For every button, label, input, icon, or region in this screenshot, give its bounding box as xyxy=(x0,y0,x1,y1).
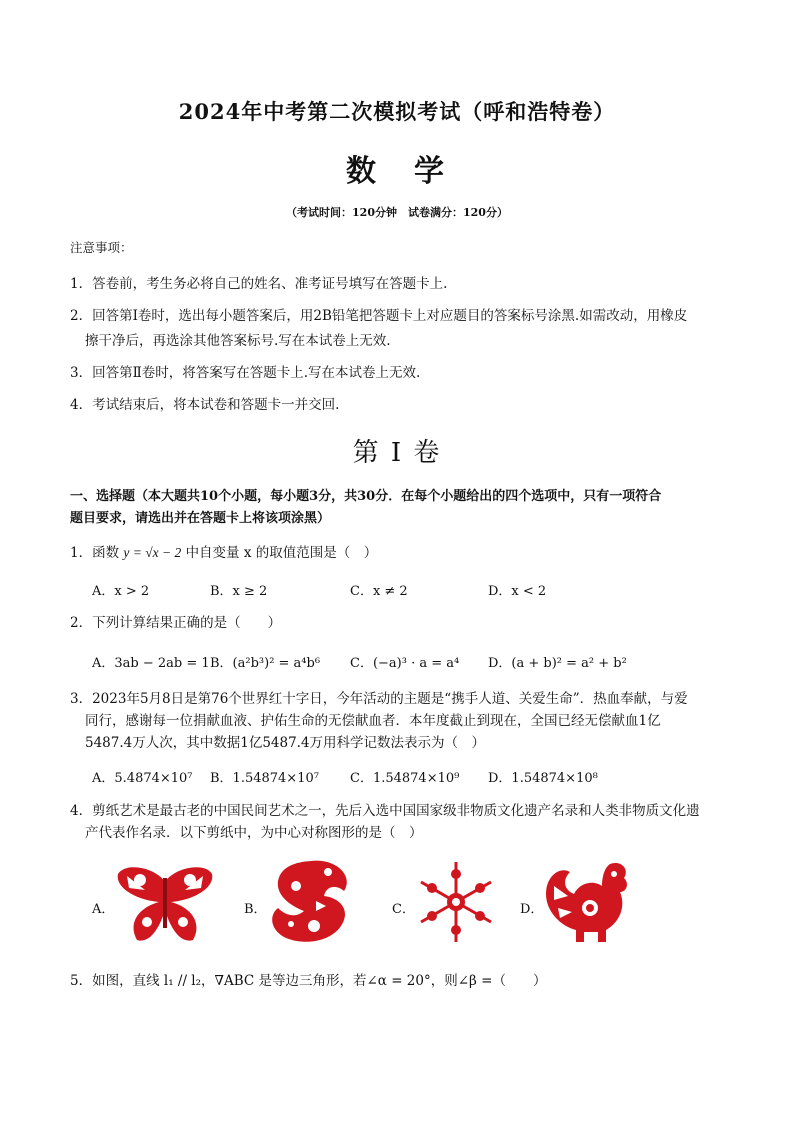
q1-prefix: 1．函数 xyxy=(70,545,120,561)
papercut-snowflake-image xyxy=(414,858,498,946)
note-2-cont: 擦干净后，再选涂其他答案标号.写在本试卷上无效. xyxy=(85,333,391,349)
q3-option-b: B．1.54874×10⁷ xyxy=(210,771,319,786)
q1-option-b: B．x ≥ 2 xyxy=(210,584,268,599)
q4-label-c: C． xyxy=(392,902,415,917)
papercut-dragon-image xyxy=(266,856,356,948)
q2-option-b: B．(a²b³)² = a⁴b⁶ xyxy=(210,656,321,671)
section-instruction-1: 一、选择题（本大题共10个小题，每小题3分，共30分．在每个小题给出的四个选项中，只有一项符合 xyxy=(70,489,662,504)
q4-label-b: B． xyxy=(244,902,267,917)
q1-suffix: 中自变量 x 的取值范围是（ ） xyxy=(185,545,378,561)
note-4: 4．考试结束后，将本试卷和答题卡一并交回. xyxy=(70,397,340,413)
notes-heading: 注意事项： xyxy=(70,240,133,255)
question-3-line-1: 3．2023年5月8日是第76个世界红十字日，今年活动的主题是“携手人道、关爱生命”．热血奉献，与爱 xyxy=(70,691,688,707)
papercut-rooster-image xyxy=(540,856,636,948)
question-2-stem: 2．下列计算结果正确的是（ ） xyxy=(70,615,282,631)
q3-option-a: A．5.4874×10⁷ xyxy=(92,771,193,786)
q4-label-a: A． xyxy=(92,902,115,917)
q4-label-d: D． xyxy=(520,902,544,917)
section-title: 第 I 卷 xyxy=(352,438,442,468)
question-4-line-2: 产代表作名录．以下剪纸中，为中心对称图形的是（ ） xyxy=(85,825,423,841)
q2-option-a: A．3ab − 2ab = 1 xyxy=(92,656,210,671)
q3-option-c: C．1.54874×10⁹ xyxy=(350,771,460,786)
q1-option-d: D．x < 2 xyxy=(488,584,547,599)
q2-option-d: D．(a + b)² = a² + b² xyxy=(488,656,627,671)
q1-option-c: C．x ≠ 2 xyxy=(350,584,408,599)
question-3-line-3: 5487.4万人次，其中数据1亿5487.4万用科学记数法表示为（ ） xyxy=(85,735,486,751)
note-3: 3．回答第Ⅱ卷时，将答案写在答题卡上.写在本试卷上无效. xyxy=(70,365,421,381)
q3-option-d: D．1.54874×10⁸ xyxy=(488,771,598,786)
exam-info: （考试时间：120分钟 试卷满分：120分） xyxy=(286,206,508,219)
section-instruction-2: 题目要求，请选出并在答题卡上将该项涂黑） xyxy=(70,511,331,526)
q1-formula: y = √x − 2 xyxy=(123,545,182,560)
subject-title: 数 学 xyxy=(346,154,448,189)
note-2: 2．回答第Ⅰ卷时，选出每小题答案后，用2B铅笔把答题卡上对应题目的答案标号涂黑.如需改动，用橡皮 xyxy=(70,308,688,324)
note-1: 1．答卷前，考生务必将自己的姓名、准考证号填写在答题卡上. xyxy=(70,276,448,292)
question-5-stem: 5．如图，直线 l₁ // l₂，∇ABC 是等边三角形，若∠α = 20°，则∠β =（ ） xyxy=(70,973,547,989)
q1-option-a: A．x > 2 xyxy=(92,584,150,599)
question-3-line-2: 同行，感谢每一位捐献血液、护佑生命的无偿献血者．本年度截止到现在，全国已经无偿献血1亿 xyxy=(85,713,661,729)
q2-option-c: C．(−a)³ · a = a⁴ xyxy=(350,656,460,671)
question-4-line-1: 4．剪纸艺术是最古老的中国民间艺术之一，先后入选中国国家级非物质文化遗产名录和人类非物质文化遗 xyxy=(70,803,700,819)
page-title: 2024年中考第二次模拟考试（呼和浩特卷） xyxy=(178,99,616,124)
papercut-butterfly-image xyxy=(115,862,215,946)
question-1-stem xyxy=(70,542,377,564)
